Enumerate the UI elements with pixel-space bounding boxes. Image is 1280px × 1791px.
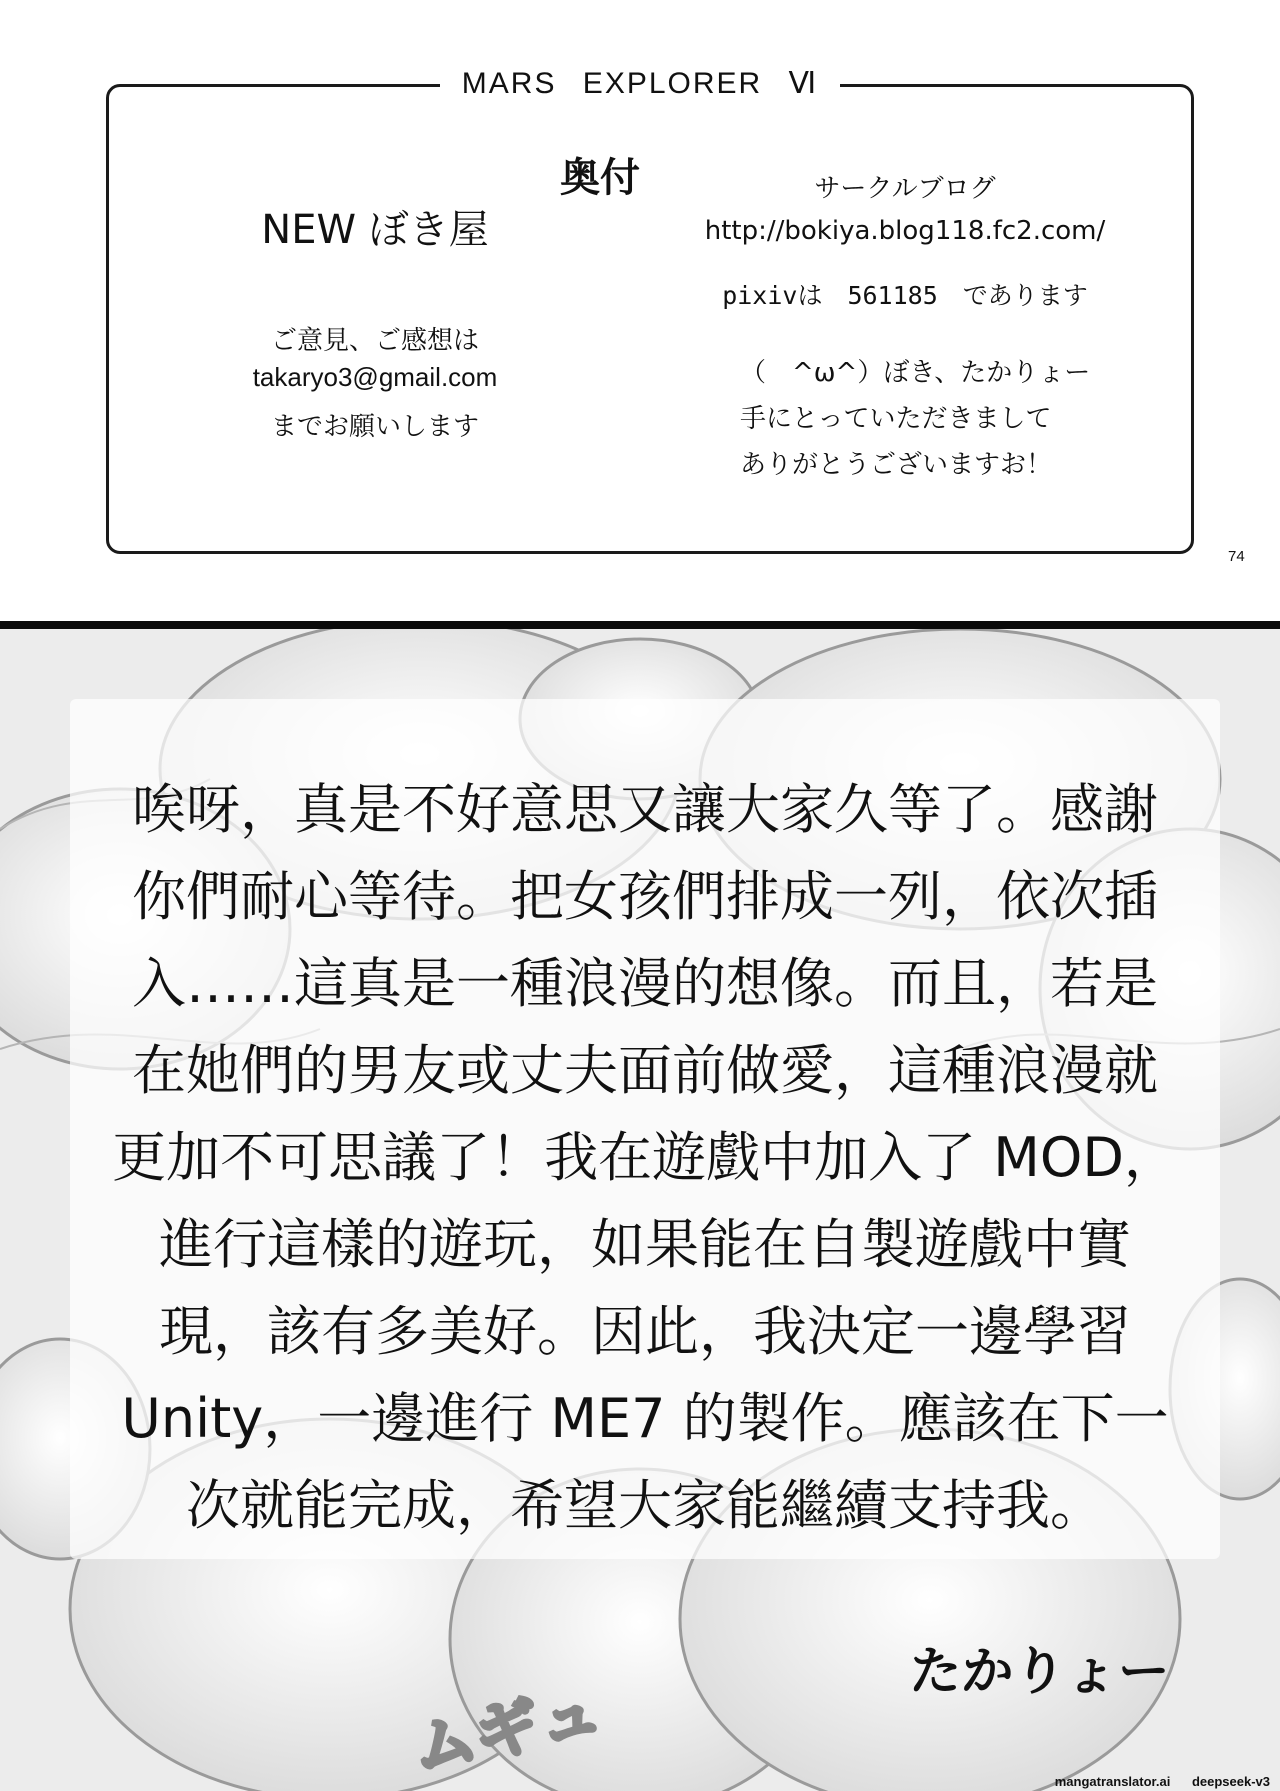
colophon-page [0,0,1280,620]
contact-line-1: ご意見、ご感想は [270,326,479,356]
afterword-page [0,629,1280,1791]
blog-label: サークルブログ [814,174,996,204]
afterword-line-6: 進行這樣的遊玩，如果能在自製遊戲中實 [159,1213,1131,1276]
circle-name: NEW ぼき屋 [261,207,489,253]
contact-line-3: までお願いします [270,412,479,442]
afterword-line-4: 在她們的男友或丈夫面前做愛，這種浪漫就 [132,1039,1158,1102]
thanks-line-2: 手にとっていただきまして [740,404,1052,434]
author-signature: たかりょー [907,1641,1172,1702]
thanks-line-3: ありがとうございますお！ [740,450,1053,480]
afterword-line-9: 次就能完成，希望大家能繼續支持我。 [186,1474,1104,1537]
pixiv-id-line: pixivは 561185 であります [722,281,1088,310]
translator-watermark: mangatranslator.ai deepseek-v3 [1054,1774,1270,1789]
afterword-line-3: 入……這真是一種浪漫的想像。而且，若是 [132,952,1158,1015]
page-divider [0,621,1280,629]
afterword-line-5: 更加不可思議了！我在遊戲中加入了 MOD， [112,1126,1178,1189]
series-title: MARS EXPLORER Ⅵ [440,62,840,106]
afterword-line-8: Unity，一邊進行 ME7 的製作。應該在下一 [121,1387,1169,1450]
contact-email: takaryo3@gmail.com [252,362,498,392]
thanks-line-1: （ ^ω^）ぼき、たかりょー [740,358,1091,388]
afterword-line-1: 唉呀，真是不好意思又讓大家久等了。感謝 [132,778,1158,841]
blog-url: http://bokiya.blog118.fc2.com/ [704,216,1106,246]
afterword-text [70,766,1220,1549]
colophon-heading: 奥付 [560,155,640,201]
afterword-line-7: 現，該有多美好。因此，我決定一邊學習 [159,1300,1131,1363]
afterword-line-2: 你們耐心等待。把女孩們排成一列，依次插 [132,865,1158,928]
page-number: 74 [1228,548,1245,565]
colophon-frame [106,84,1194,554]
sound-effect-text: ムギュ [405,1674,609,1788]
